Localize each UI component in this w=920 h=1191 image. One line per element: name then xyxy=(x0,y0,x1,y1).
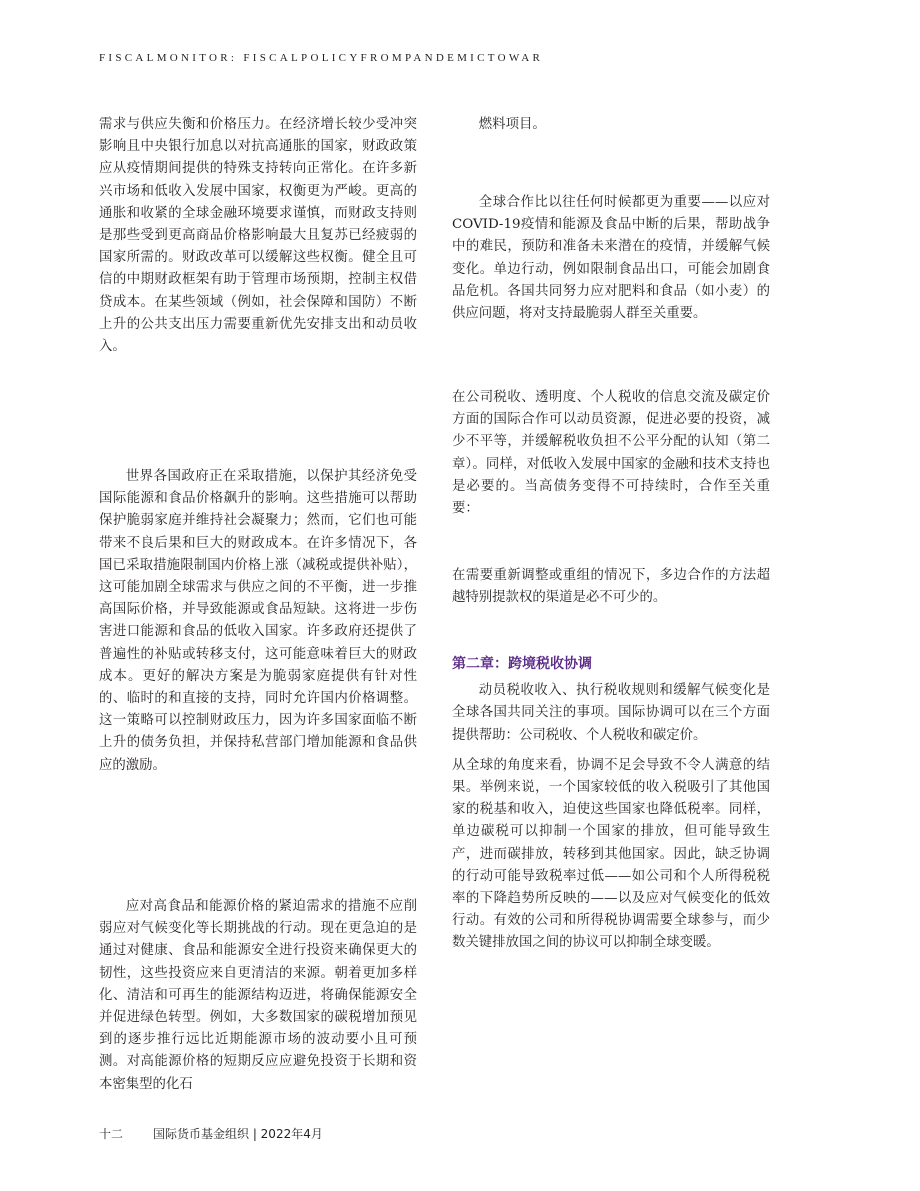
page-number: 十二 xyxy=(99,1127,124,1141)
right-column-section-2 xyxy=(452,192,770,325)
left-column xyxy=(99,114,417,358)
body-paragraph: 需求与供应失衡和价格压力。在经济增长较少受冲突影响且中央银行加息以对抗高通胀的国家，财政政策应从疫情期间提供的特殊支持转向正常化。在许多新兴市场和低收入发展中国家，权衡更为严峻。更高的通胀和收紧的全球金融环境要求谨慎，而财政支持则是那些受到更高商品价格影响最大且复苏已经疲弱的国家所需的。财政改革可以缓解这些权衡。健全且可信的中期财政框架有助于管理市场预期，控制主权借贷成本。在某些领域（例如，社会保障和国防）不断上升的公共支出压力需要重新优先安排支出和动员收入。 xyxy=(99,117,417,355)
left-column-section-2 xyxy=(99,466,417,777)
body-paragraph: 世界各国政府正在采取措施，以保护其经济免受国际能源和食品价格飙升的影响。这些措施可以帮助保护脆弱家庭并维持社会凝聚力；然而，它们也可能带来不良后果和巨大的财政成本。在许多情况下，各国已采取措施限制国内价格上涨（减税或提供补贴），这可能加剧全球需求与供应之间的不平衡，进一步推高国际价格，并导致能源或食品短缺。这将进一步伤害进口能源和食品的低收入国家。许多政府还提供了普遍性的补贴或转移支付，这可能意味着巨大的财政成本。更好的解决方案是为脆弱家庭提供有针对性的、临时的和直接的支持，同时允许国内价格调整。这一策略可以控制财政压力，因为许多国家面临不断上升的债务负担，并保持私营部门增加能源和食品供应的激励。 xyxy=(99,469,417,773)
running-header: FISCALMONITOR: FISCALPOLICYFROMPANDEMICTOWAR xyxy=(99,52,544,64)
footer-publisher: 国际货币基金组织 | 2022年4月 xyxy=(153,1127,323,1141)
right-column-section-5 xyxy=(452,653,770,955)
left-column-section-3 xyxy=(99,896,417,1096)
body-paragraph: 全球合作比以往任何时候都更为重要——以应对COVID-19疫情和能源及食品中断的后果，帮助战争中的难民，预防和准备未来潜在的疫情，并缓解气候变化。单边行动，例如限制食品出口，可能会加剧食品危机。各国共同努力应对肥料和食品（如小麦）的供应问题，将对支持最脆弱人群至关重要。 xyxy=(452,195,770,322)
body-paragraph: 从全球的角度来看，协调不足会导致不令人满意的结果。举例来说，一个国家较低的收入税吸引了其他国家的税基和收入，迫使这些国家也降低税率。同样，单边碳税可以抑制一个国家的排放，但可能导致生产，进而碳排放，转移到其他国家。因此，缺乏协调的行动可能导致税率过低——如公司和个人所得税税率的下降趋势所反映的——以及应对气候变化的低效行动。有效的公司和所得税协调需要全球参与，而少数关键排放国之间的协议可以抑制全球变暖。 xyxy=(452,757,770,951)
body-paragraph: 在需要重新调整或重组的情况下，多边合作的方法超越特别提款权的渠道是必不可少的。 xyxy=(452,568,770,606)
right-column-section-1 xyxy=(452,114,770,136)
right-column-section-4 xyxy=(452,565,770,609)
chapter-heading: 第二章：跨境税收协调 xyxy=(452,656,592,672)
body-paragraph: 燃料项目。 xyxy=(478,117,546,132)
body-paragraph: 应对高食品和能源价格的紧迫需求的措施不应削弱应对气候变化等长期挑战的行动。现在更急迫的是通过对健康、食品和能源安全进行投资来确保更大的韧性，这些投资应来自更清洁的来源。朝着更加多样化、清洁和可再生的能源结构迈进，将确保能源安全并促进绿色转型。例如，大多数国家的碳税增加预见到的逐步推行远比近期能源市场的波动要小且可预测。对高能源价格的短期反应应避免投资于长期和资本密集型的化石 xyxy=(99,899,417,1092)
right-column-section-3 xyxy=(452,387,770,520)
body-paragraph: 动员税收收入、执行税收规则和缓解气候变化是全球各国共同关注的事项。国际协调可以在三个方面提供帮助：公司税收、个人税收和碳定价。 xyxy=(452,683,770,743)
body-paragraph: 在公司税收、透明度、个人税收的信息交流及碳定价方面的国际合作可以动员资源，促进必要的投资，减少不平等，并缓解税收负担不公平分配的认知（第二章）。同样，对低收入发展中国家的金融和技术支持也是必要的。当高债务变得不可持续时，合作至关重要： xyxy=(452,390,770,517)
